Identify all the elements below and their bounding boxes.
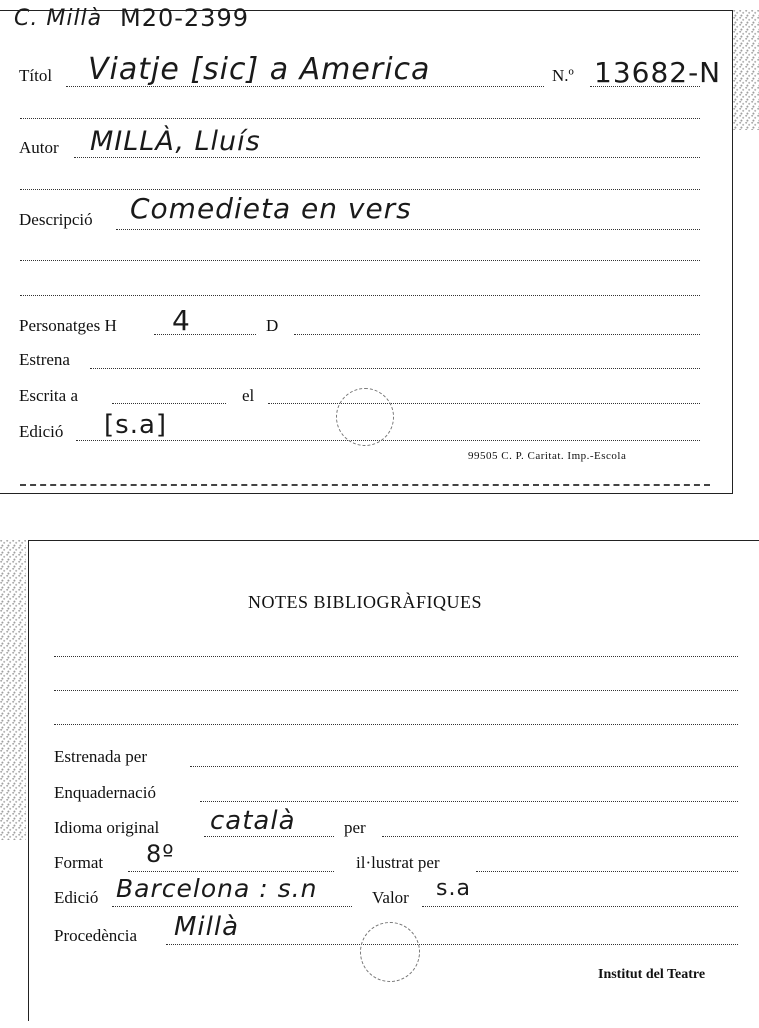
description-value: Comedieta en vers (130, 192, 412, 225)
punch-hole-top (336, 388, 394, 446)
per-label: per (344, 818, 366, 837)
premiere-label: Estrena (19, 350, 70, 369)
characters-label: Personatges H (19, 316, 117, 335)
edition-label-bottom: Edició (54, 888, 99, 907)
value-line (422, 906, 738, 907)
signature-code: M20-2399 (120, 4, 249, 32)
premiered-by-line (190, 766, 738, 767)
binding-line (200, 801, 738, 802)
written-date-line (268, 403, 700, 404)
description-line-2 (20, 260, 700, 261)
notes-line-2 (54, 690, 738, 691)
format-label: Format (54, 853, 104, 872)
printer-note: 99505 C. P. Caritat. Imp.-Escola (468, 450, 627, 462)
edition-value-bottom: Barcelona : s.n (116, 874, 318, 903)
title-label: Títol (19, 66, 53, 85)
original-language-line (204, 836, 334, 837)
provenance-label: Procedència (54, 926, 138, 945)
format-value: 8º (146, 840, 175, 868)
author-line (74, 157, 700, 158)
original-language-label: Idioma original (54, 818, 160, 837)
characters-h-line (154, 334, 256, 335)
author-reference: C. Millà (14, 6, 103, 31)
value-label: Valor (372, 888, 409, 907)
notes-line-1 (54, 656, 738, 657)
notes-line-3 (54, 724, 738, 725)
value-value: s.a (436, 876, 471, 901)
format-line (128, 871, 334, 872)
punch-hole-bottom (360, 922, 420, 982)
number-value: 13682-N (594, 56, 722, 89)
edition-value-top: [s.a] (104, 410, 168, 440)
binding-label: Enquadernació (54, 783, 156, 802)
provenance-value: Millà (174, 912, 240, 942)
title-line-2 (20, 118, 700, 119)
bibliographic-notes-heading: NOTES BIBLIOGRÀFIQUES (248, 592, 483, 612)
premiered-by-label: Estrenada per (54, 747, 147, 766)
card-cut-edge (20, 484, 710, 486)
edition-label-top: Edició (19, 422, 64, 441)
characters-d-line (294, 334, 700, 335)
premiere-line (90, 368, 700, 369)
edition-line-top (76, 440, 700, 441)
written-label: Escrita a (19, 386, 78, 405)
author-line-2 (20, 189, 700, 190)
characters-d-label: D (266, 316, 279, 335)
illustrated-label: il·lustrat per (356, 853, 440, 872)
description-line-3 (20, 295, 700, 296)
characters-h-value: 4 (172, 304, 191, 337)
edition-line-bottom (112, 906, 352, 907)
written-place-line (112, 403, 226, 404)
description-label: Descripció (19, 210, 93, 229)
per-line (382, 836, 738, 837)
title-value: Viatje [sic] a America (88, 52, 431, 87)
description-line (116, 229, 700, 230)
scan-noise-left (0, 540, 26, 840)
provenance-line (166, 944, 738, 945)
institution-name: Institut del Teatre (598, 967, 706, 982)
number-label: N.º (552, 66, 574, 85)
author-value: MILLÀ, Lluís (90, 126, 261, 157)
scan-noise (733, 10, 759, 130)
author-label: Autor (19, 138, 59, 157)
illustrated-line (476, 871, 738, 872)
written-on-label: el (242, 386, 255, 405)
original-language-value: català (210, 806, 296, 836)
